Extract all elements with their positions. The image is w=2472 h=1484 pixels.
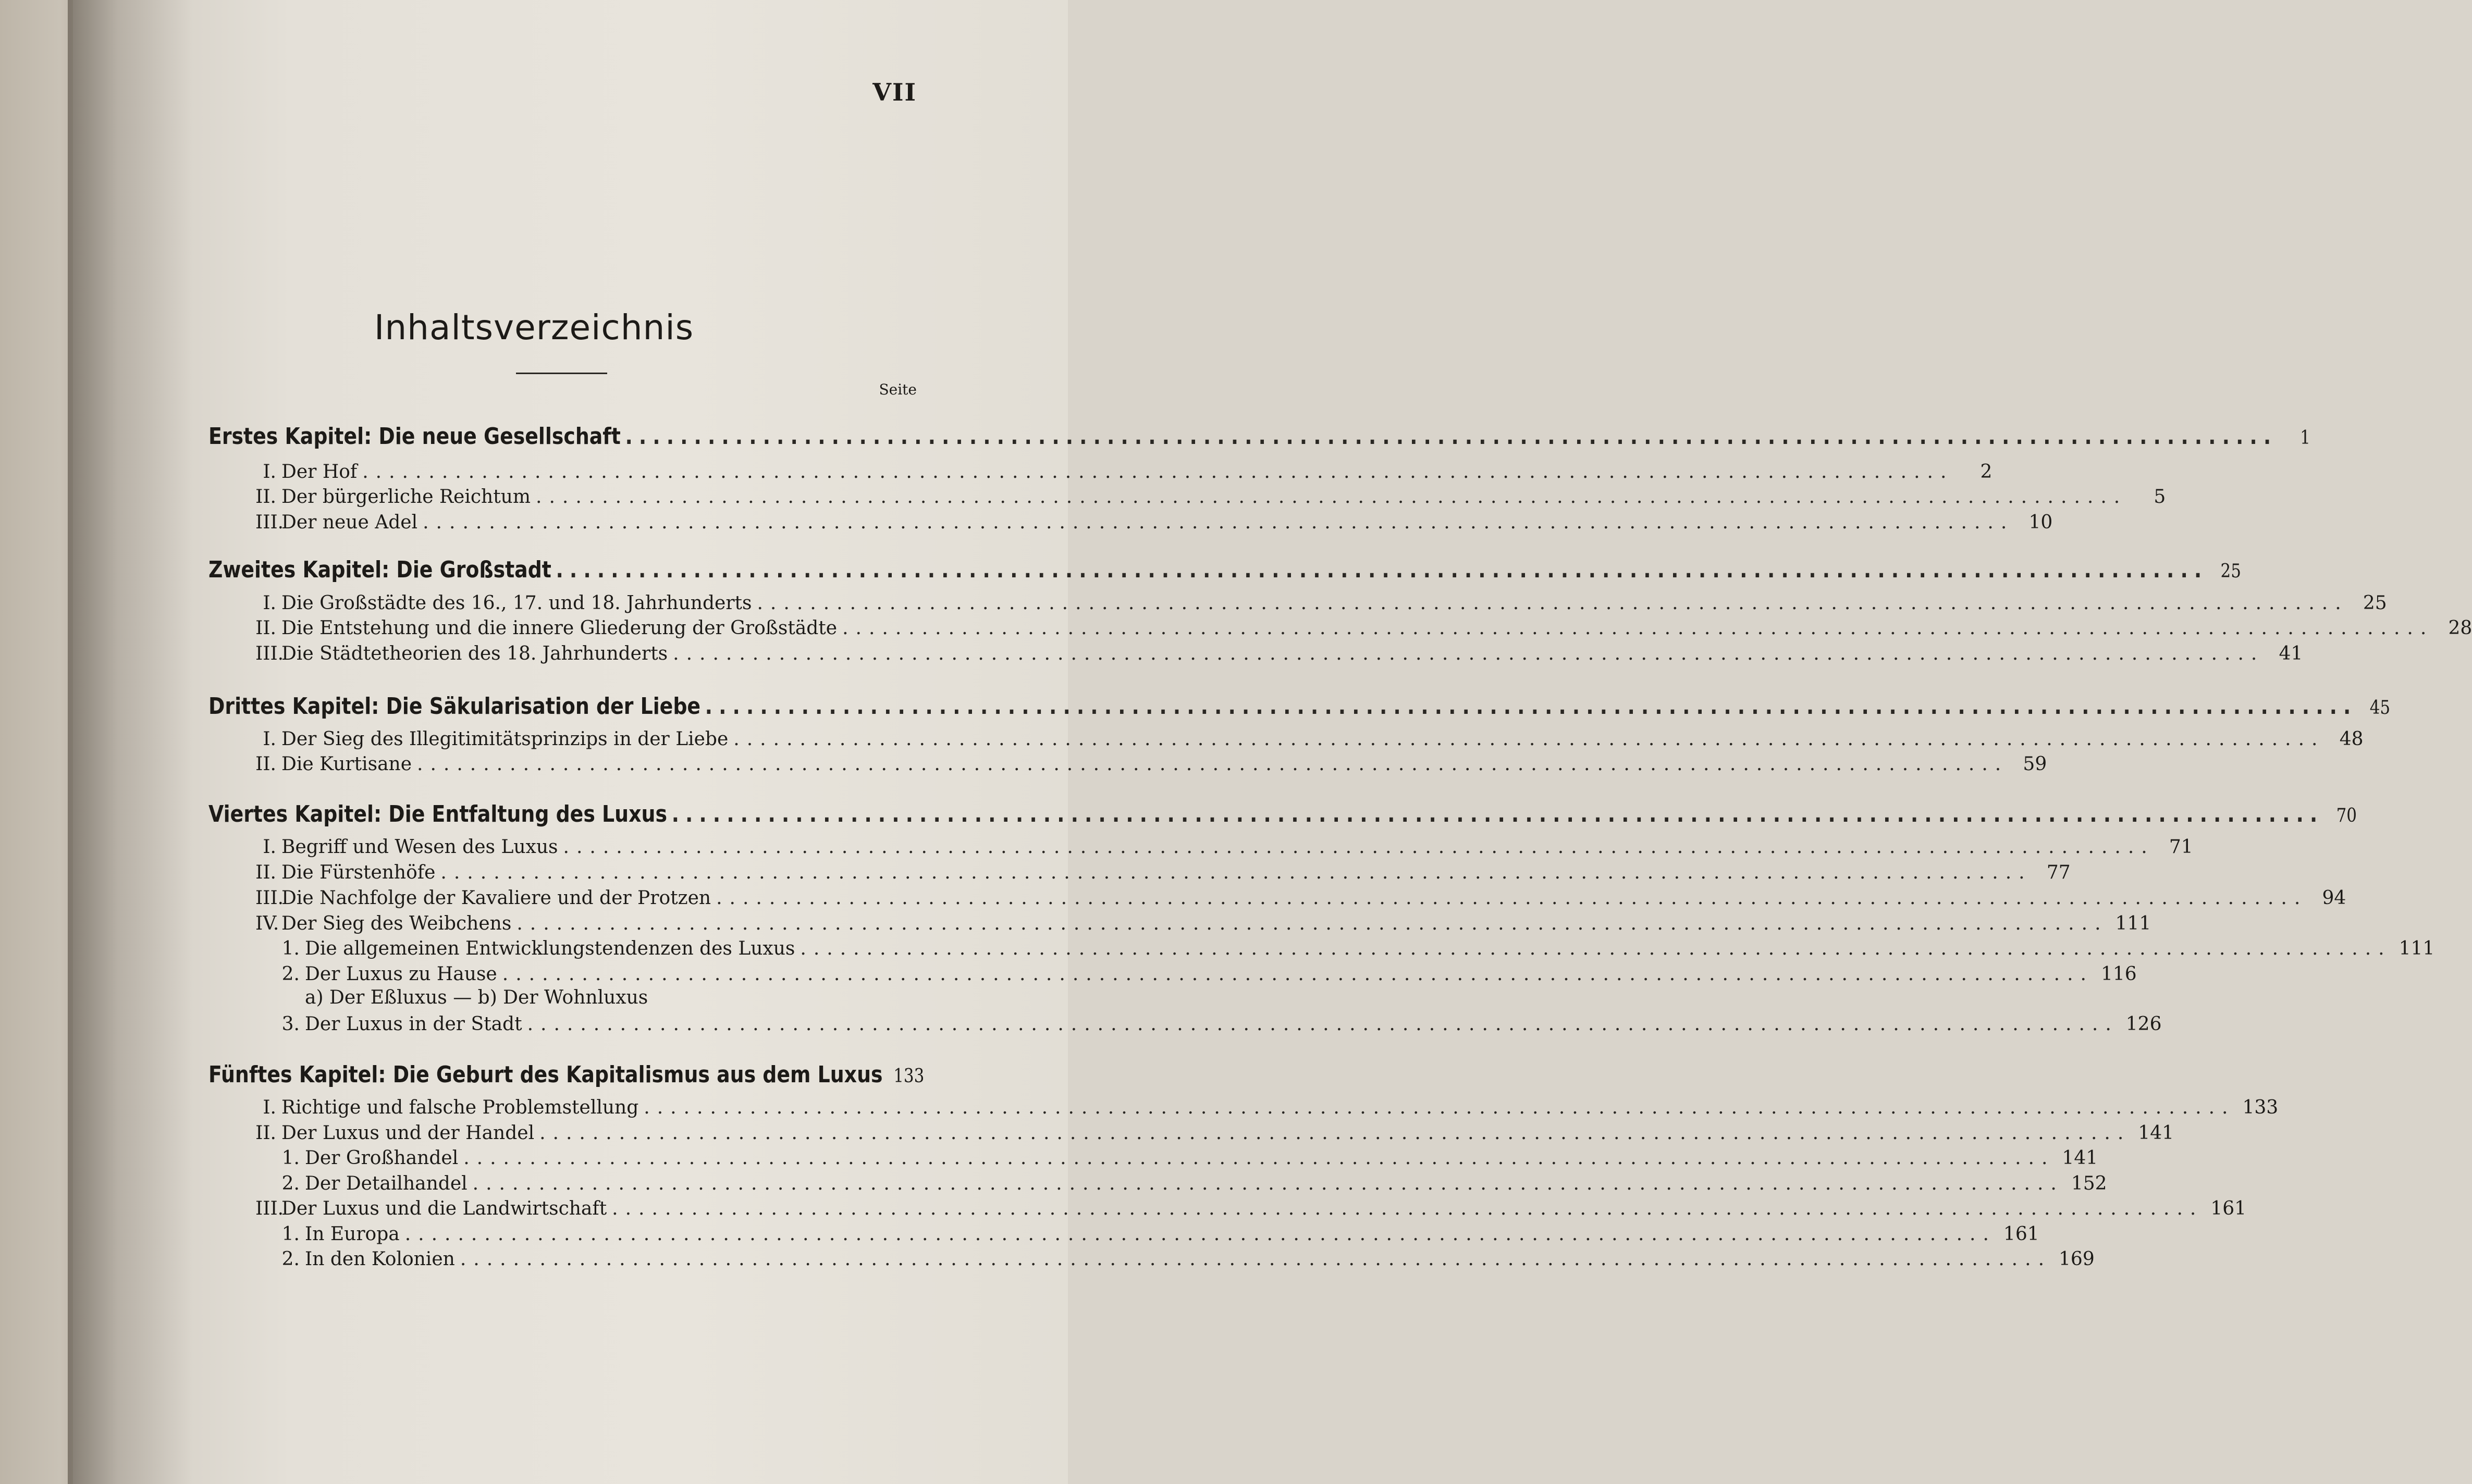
toc-entry-title: a) Der Eßluxus — b) Der Wohnluxus	[305, 987, 648, 1008]
toc-entry-number: III.	[255, 1198, 284, 1219]
toc-page-number: 45	[2369, 697, 2391, 719]
toc-entry-row	[279, 1013, 2162, 1035]
toc-chapter-title: Fünftes Kapitel: Die Geburt des Kapitalismus aus dem Luxus	[208, 1061, 883, 1088]
toc-leader-dots: ........................................................................................................................	[536, 486, 2127, 508]
toc-entry-row	[279, 1223, 2039, 1245]
title-divider	[516, 373, 607, 374]
toc-entry-number: I.	[263, 461, 276, 483]
toc-entry-number: 3.	[281, 1013, 300, 1035]
toc-chapter-row	[208, 693, 2391, 720]
toc-entry-row	[255, 486, 2166, 508]
toc-entry-row	[279, 1173, 2107, 1194]
toc-entry-row	[255, 1122, 2174, 1144]
toc-leader-dots: ........................................................................................................................	[362, 461, 1954, 483]
toc-entry-row	[255, 643, 2303, 664]
toc-leader-dots: ........................................................................................................................	[612, 1198, 2204, 1219]
toc-page-number: 25	[2220, 561, 2241, 582]
toc-leader-dots: ........................................................................................................................	[705, 693, 2357, 720]
page-title: Inhaltsverzeichnis	[374, 307, 694, 348]
toc-entry-title: Die Fürstenhöfe	[281, 862, 436, 883]
toc-entry-number: II.	[255, 753, 276, 775]
toc-page-number: 77	[2046, 862, 2071, 883]
toc-entry-row	[305, 987, 917, 1008]
toc-entry-title: Der Luxus und die Landwirtschaft	[281, 1198, 607, 1219]
toc-leader-dots: ........................................................................................................................	[842, 617, 2434, 639]
toc-entry-number: I.	[263, 728, 276, 750]
toc-page-number: 28	[2448, 617, 2472, 639]
toc-entry-title: Der neue Adel	[281, 512, 418, 533]
toc-page-number: 1	[2300, 427, 2310, 449]
toc-entry-row	[255, 913, 2151, 934]
toc-leader-dots: ........................................................................................................................	[539, 1122, 2131, 1144]
toc-leader-dots: ........................................................................................................................	[673, 643, 2265, 664]
toc-page-number: 133	[893, 1066, 925, 1087]
toc-entry-row	[255, 753, 2047, 775]
toc-chapter-title: Viertes Kapitel: Die Entfaltung des Luxus	[208, 801, 667, 827]
toc-leader-dots: ........................................................................................................................	[516, 913, 2108, 934]
toc-entry-number: II.	[255, 617, 276, 639]
toc-entry-row	[255, 1097, 2279, 1118]
toc-leader-dots: ........................................................................................................................	[472, 1173, 2064, 1194]
column-header-page: Seite	[879, 381, 917, 398]
toc-leader-dots: ........................................................................................................................	[625, 423, 2278, 450]
toc-entry-title: Begriff und Wesen des Luxus	[281, 836, 558, 858]
toc-entry-title: Die Großstädte des 16., 17. und 18. Jahrhunderts	[281, 592, 752, 614]
toc-entry-number: IV.	[255, 913, 279, 934]
toc-entry-title: In Europa	[305, 1223, 400, 1245]
toc-page-number: 161	[2003, 1223, 2039, 1245]
toc-entry-title: Die Kurtisane	[281, 753, 412, 775]
toc-entry-title: Die Städtetheorien des 18. Jahrhunderts	[281, 643, 668, 664]
toc-entry-row	[279, 1248, 2095, 1270]
toc-entry-number: 1.	[281, 1223, 300, 1245]
toc-leader-dots: ........................................................................................................................	[757, 592, 2348, 614]
toc-leader-dots: ........................................................................................................................	[556, 556, 2208, 583]
toc-leader-dots: ........................................................................................................................	[463, 1147, 2055, 1169]
toc-page-number: 70	[2336, 805, 2357, 826]
toc-page-number: 2	[1980, 461, 1993, 483]
toc-leader-dots: ........................................................................................................................	[800, 938, 2392, 959]
toc-page-number: 111	[2399, 938, 2435, 959]
toc-page-number: 161	[2210, 1198, 2247, 1219]
toc-page-number: 5	[2154, 486, 2166, 508]
toc-entry-row	[279, 938, 2435, 959]
toc-leader-dots: ........................................................................................................................	[644, 1097, 2235, 1118]
toc-leader-dots: ........................................................................................................................	[563, 836, 2155, 858]
toc-entry-number: 1.	[281, 1147, 300, 1169]
toc-entry-row	[255, 512, 2053, 533]
toc-page-number: 59	[2023, 753, 2047, 775]
page-number: VII	[872, 78, 917, 106]
toc-page-number: 41	[2279, 643, 2303, 664]
toc-entry-title: Die allgemeinen Entwicklungstendenzen des Luxus	[305, 938, 795, 959]
toc-entry-row	[279, 1147, 2098, 1169]
toc-leader-dots: ........................................................................................................................	[733, 728, 2325, 750]
toc-page-number: 152	[2071, 1173, 2107, 1194]
toc-page-number: 133	[2242, 1097, 2279, 1118]
toc-entry-title: Der Hof	[281, 461, 358, 483]
toc-leader-dots: ........................................................................................................................	[440, 862, 2032, 883]
toc-chapter-row	[208, 1061, 925, 1088]
toc-entry-title: Der Luxus in der Stadt	[305, 1013, 522, 1035]
toc-entry-row	[255, 1198, 2247, 1219]
toc-entry-title: Richtige und falsche Problemstellung	[281, 1097, 639, 1118]
toc-entry-title: Die Nachfolge der Kavaliere und der Protzen	[281, 887, 711, 909]
toc-entry-row	[279, 963, 2137, 985]
toc-page-number: 71	[2169, 836, 2193, 858]
toc-entry-number: I.	[263, 1097, 276, 1118]
toc-page-number: 25	[2363, 592, 2387, 614]
toc-leader-dots: ........................................................................................................................	[671, 801, 2324, 827]
toc-leader-dots: ........................................................................................................................	[716, 887, 2308, 909]
toc-entry-title: Der Sieg des Weibchens	[281, 913, 512, 934]
toc-leader-dots: ........................................................................................................................	[417, 753, 2009, 775]
toc-entry-number: II.	[255, 862, 276, 883]
toc-entry-title: Der Großhandel	[305, 1147, 459, 1169]
toc-entry-title: Der bürgerliche Reichtum	[281, 486, 531, 508]
toc-entry-number: 1.	[281, 938, 300, 959]
toc-page-number: 111	[2115, 913, 2151, 934]
toc-entry-row	[255, 862, 2071, 883]
toc-chapter-row	[208, 556, 2241, 583]
toc-entry-number: III.	[255, 512, 284, 533]
toc-entry-row	[255, 836, 2193, 858]
toc-page-number: 141	[2062, 1147, 2098, 1169]
toc-entry-number: 2.	[281, 963, 300, 985]
toc-entry-number: 2.	[281, 1173, 300, 1194]
toc-entry-number: II.	[255, 1122, 276, 1144]
toc-chapter-row	[208, 801, 2357, 827]
toc-page-number: 126	[2125, 1013, 2162, 1035]
toc-entry-row	[255, 887, 2346, 909]
toc-entry-row	[255, 617, 2472, 639]
toc-entry-row	[255, 728, 2364, 750]
toc-entry-number: I.	[263, 836, 276, 858]
page-gutter-shadow	[68, 0, 193, 1484]
toc-entry-number: I.	[263, 592, 276, 614]
toc-page-number: 169	[2059, 1248, 2095, 1270]
toc-page-number: 48	[2339, 728, 2364, 750]
toc-entry-title: Der Sieg des Illegitimitätsprinzips in der Liebe	[281, 728, 729, 750]
toc-leader-dots: ........................................................................................................................	[460, 1248, 2052, 1270]
toc-entry-title: Der Detailhandel	[305, 1173, 468, 1194]
toc-leader-dots: ........................................................................................................................	[404, 1223, 1996, 1245]
toc-page-number: 116	[2100, 963, 2137, 985]
toc-chapter-title: Drittes Kapitel: Die Säkularisation der Liebe	[208, 693, 701, 720]
toc-leader-dots: ........................................................................................................................	[423, 512, 2014, 533]
toc-chapter-title: Erstes Kapitel: Die neue Gesellschaft	[208, 423, 621, 450]
toc-entry-title: In den Kolonien	[305, 1248, 455, 1270]
toc-entry-title: Die Entstehung und die innere Gliederung der Großstädte	[281, 617, 838, 639]
toc-entry-title: Der Luxus zu Hause	[305, 963, 497, 985]
toc-chapter-row	[208, 423, 2310, 450]
toc-entry-title: Der Luxus und der Handel	[281, 1122, 535, 1144]
toc-chapter-title: Zweites Kapitel: Die Großstadt	[208, 556, 551, 583]
toc-entry-number: III.	[255, 887, 284, 909]
toc-entry-number: II.	[255, 486, 276, 508]
toc-page-number: 141	[2138, 1122, 2174, 1144]
toc-entry-row	[255, 461, 1993, 483]
toc-entry-number: 2.	[281, 1248, 300, 1270]
toc-leader-dots: ........................................................................................................................	[502, 963, 2094, 985]
toc-entry-row	[255, 592, 2387, 614]
toc-page-number: 94	[2322, 887, 2346, 909]
toc-page-number: 10	[2028, 512, 2053, 533]
toc-entry-number: III.	[255, 643, 284, 664]
toc-leader-dots: ........................................................................................................................	[527, 1013, 2119, 1035]
